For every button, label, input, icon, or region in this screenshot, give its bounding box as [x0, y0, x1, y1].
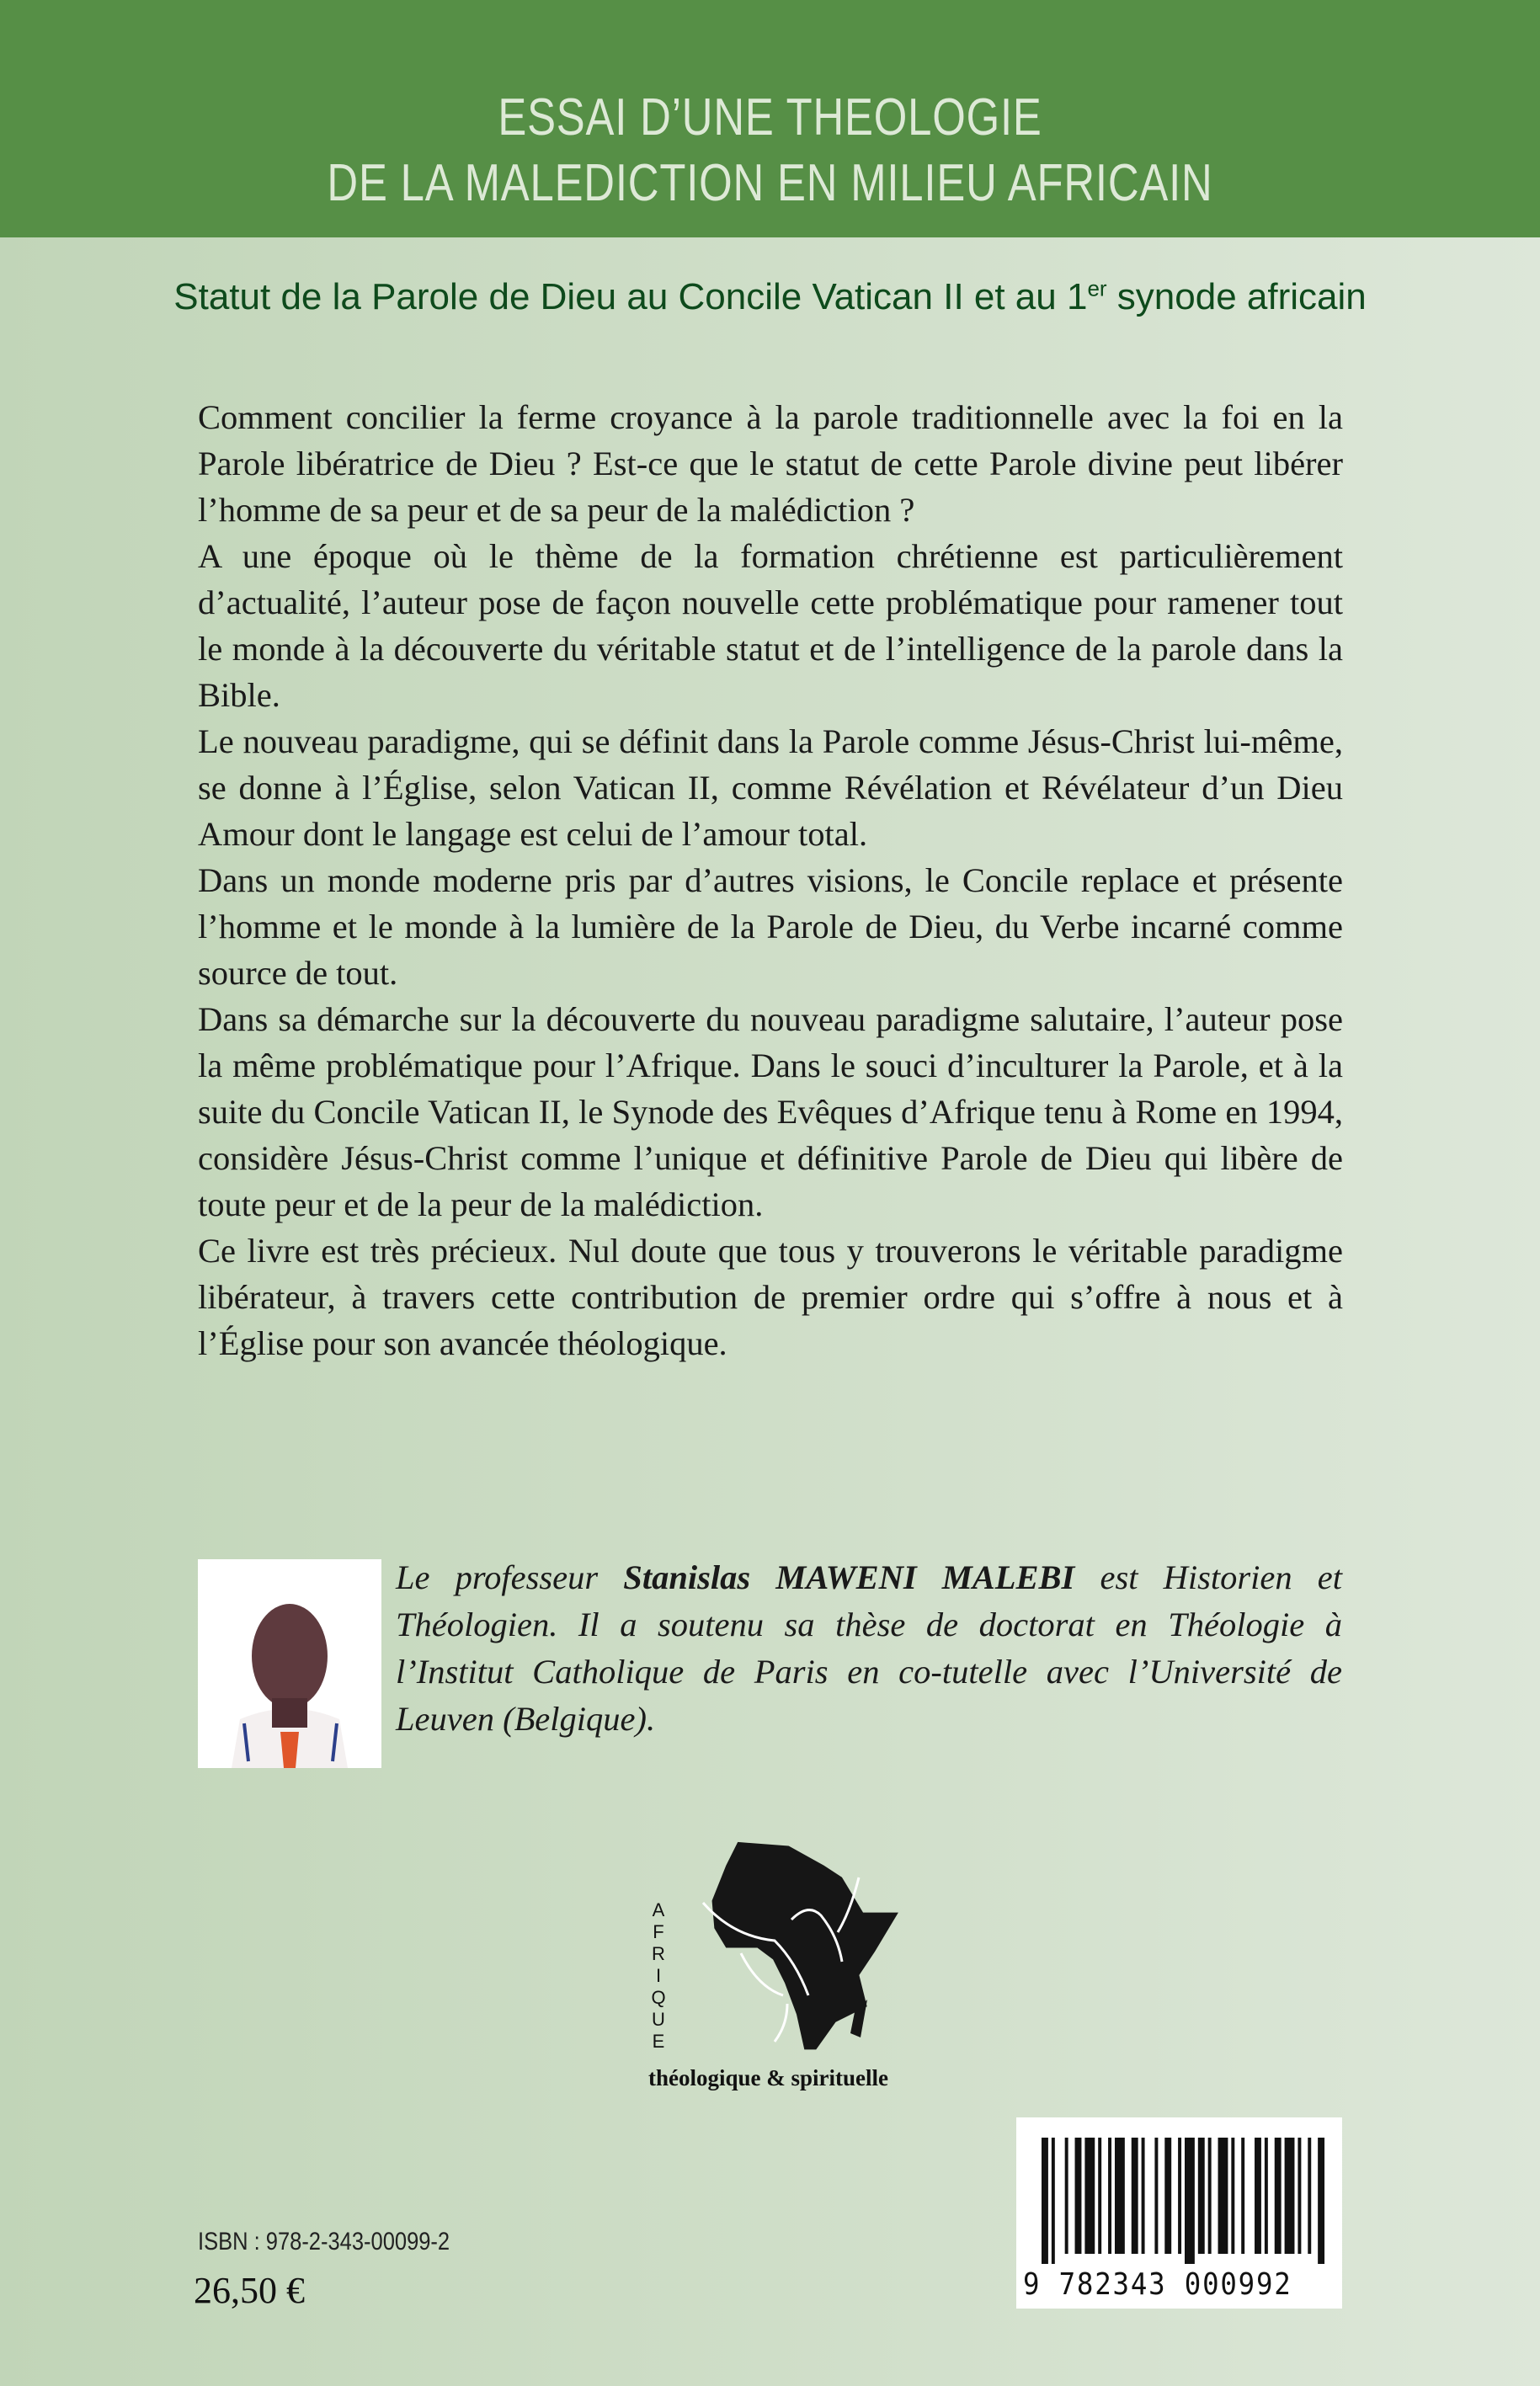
barcode-bar: [1065, 2138, 1068, 2254]
author-bio: [396, 1554, 1342, 1743]
logo-letter: U: [652, 2009, 665, 2030]
book-title-line-1: ESSAI D’UNE THEOLOGIE: [498, 88, 1042, 146]
barcode-bar: [1075, 2138, 1082, 2254]
barcode-bar: [1308, 2138, 1311, 2254]
barcode-bar: [1132, 2138, 1138, 2254]
logo-letter: Q: [651, 1987, 666, 2008]
barcode-bar: [1241, 2138, 1244, 2254]
bio-text: est Historien et Théologien. Il a soutenu sa thèse de doctorat en Théologie à l’Institut Catholique de Paris en co-tutelle avec l’Université de Leuven (Belgique).: [396, 1558, 1342, 1738]
barcode: [1016, 2117, 1342, 2309]
price: 26,50 €: [194, 2270, 305, 2311]
barcode-bar: [1275, 2138, 1282, 2254]
barcode-bar: [1084, 2138, 1095, 2254]
logo-letter: F: [653, 1921, 664, 1942]
blurb-paragraph: A une époque où le thème de la formation chrétienne est particulièrement d’actualité, l’auteur pose de façon nouvelle cette problématique pour ramener tout le monde à la découverte du véritable statut et de l’intelligence de la parole dans la Bible.: [198, 537, 1343, 714]
barcode-bar: [1185, 2138, 1195, 2264]
barcode-bar: [1265, 2138, 1268, 2254]
blurb-paragraph: Dans un monde moderne pris par d’autres visions, le Concile replace et présente l’homme et le monde à la lumière de la Parole de Dieu, du Verbe incarné comme source de tout.: [198, 861, 1343, 992]
barcode-bar: [1164, 2138, 1171, 2254]
africa-dove-icon: [640, 1819, 901, 2063]
author-name: Stanislas MAWENI MALEBI: [623, 1558, 1075, 1596]
book-title-line-2: DE LA MALEDICTION EN MILIEU AFRICAIN: [327, 154, 1213, 212]
logo-letter: E: [652, 2031, 665, 2052]
subtitle-text-end: synode africain: [1106, 276, 1367, 317]
logo-letter: A: [652, 1899, 665, 1920]
barcode-bar: [1052, 2138, 1055, 2264]
barcode-bar: [1298, 2138, 1301, 2254]
logo-letter: R: [652, 1943, 665, 1964]
barcode-bar: [1198, 2138, 1205, 2254]
barcode-bar: [1098, 2138, 1101, 2254]
logo-caption: théologique & spirituelle: [648, 2065, 888, 2090]
blurb: [198, 394, 1343, 1366]
barcode-bar: [1218, 2138, 1228, 2254]
isbn: ISBN : 978-2-343-00099-2: [198, 2228, 450, 2256]
barcode-digits: 9 782343 000992: [1023, 2267, 1292, 2302]
barcode-bar: [1154, 2138, 1158, 2254]
book-subtitle: [0, 274, 1540, 321]
barcode-bar: [1255, 2138, 1261, 2254]
barcode-bar: [1208, 2138, 1212, 2254]
logo-letter: I: [655, 1965, 662, 1986]
blurb-paragraph: Le nouveau paradigme, qui se définit dans la Parole comme Jésus-Christ lui-même, se donne à l’Église, selon Vatican II, comme Révélation et Révélateur d’un Dieu Amour dont le langage est celui de l’amour total.: [198, 722, 1343, 853]
bio-text: Le professeur: [396, 1558, 624, 1596]
title-band: [0, 0, 1540, 237]
barcode-bar: [1108, 2138, 1111, 2254]
blurb-paragraph: Dans sa démarche sur la découverte du nouveau paradigme salutaire, l’auteur pose la même problématique pour l’Afrique. Dans le souci d’inculturer la Parole, et à la suite du Concile Vatican II, le Synode des Evêques d’Afrique tenu à Rome en 1994, considère Jésus-Christ comme l’unique et définitive Parole de Dieu qui libère de toute peur et de la peur de la malédiction.: [198, 1000, 1343, 1223]
blurb-paragraph: Ce livre est très précieux. Nul doute que tous y trouverons le véritable paradigme libérateur, à travers cette contribution de premier ordre qui s’offre à nous et à l’Église pour son avancée théologique.: [198, 1232, 1343, 1362]
subtitle-text: Statut de la Parole de Dieu au Concile Vatican II et au 1: [173, 276, 1088, 317]
barcode-bar: [1285, 2138, 1295, 2254]
barcode-bar: [1115, 2138, 1125, 2254]
subtitle-superscript: er: [1087, 275, 1107, 301]
author-photo: [198, 1559, 381, 1768]
barcode-bar: [1231, 2138, 1234, 2254]
publisher-logo: [640, 1819, 901, 2109]
logo-vertical-word: [648, 1899, 669, 2053]
barcode-bar: [1318, 2138, 1324, 2264]
barcode-bars: [1042, 2138, 1328, 2264]
barcode-bar: [1142, 2138, 1145, 2254]
barcode-bar: [1178, 2138, 1181, 2254]
blurb-paragraph: Comment concilier la ferme croyance à la parole traditionnelle avec la foi en la Parole libératrice de Dieu ? Est-ce que le statut de cette Parole divine peut libérer l’homme de sa peur et de sa peur de la malédiction ?: [198, 398, 1343, 529]
barcode-bar: [1042, 2138, 1048, 2264]
